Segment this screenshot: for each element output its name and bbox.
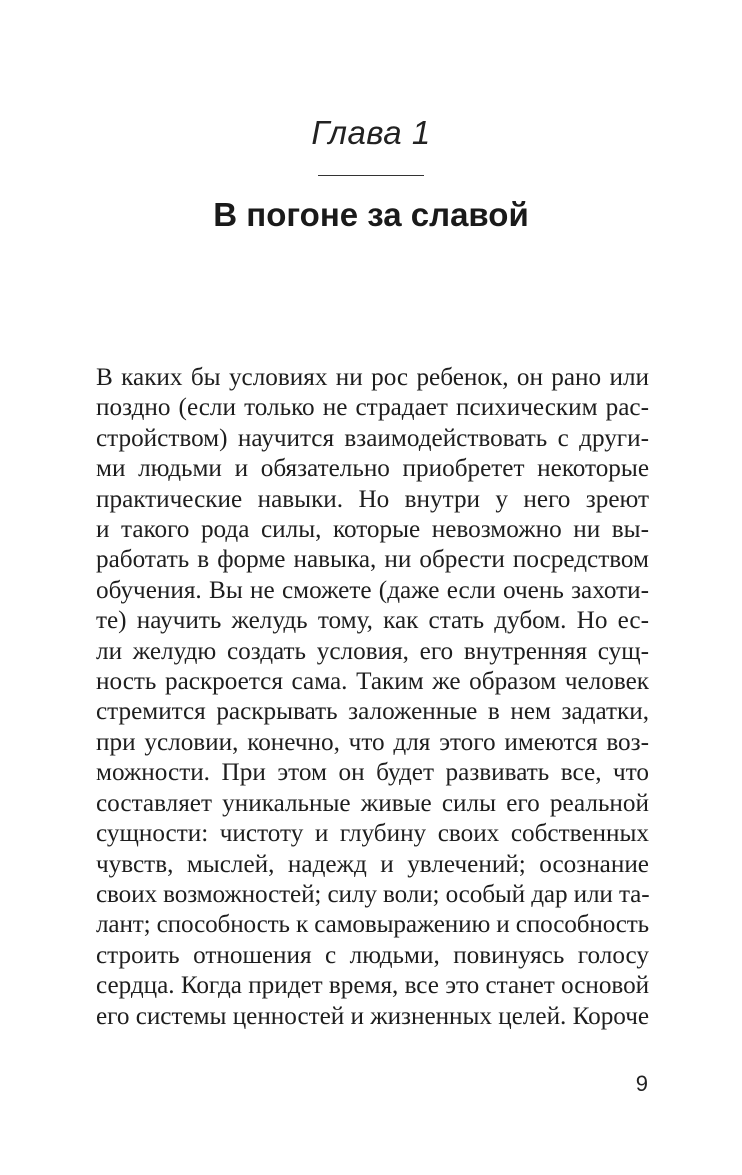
body-line: ность раскроется сама. Таким же образом человек xyxy=(96,668,649,696)
body-text xyxy=(96,363,649,1032)
body-line: поздно (если только не страдает психическим рас- xyxy=(96,394,649,422)
body-line: сущности: чистоту и глубину своих собственных xyxy=(96,820,649,848)
body-line: те) научить желудь тому, как стать дубом. Но ес- xyxy=(96,607,649,635)
page-number: 9 xyxy=(635,1071,648,1096)
body-line: можности. При этом он будет развивать все, что xyxy=(96,759,649,787)
body-line: его системы ценностей и жизненных целей. Короче xyxy=(96,1002,649,1030)
body-line: строить отношения с людьми, повинуясь голосу xyxy=(96,941,649,969)
body-line: стройством) научится взаимодействовать с други- xyxy=(96,424,649,452)
body-line: лант; способность к самовыражению и способность xyxy=(96,911,649,939)
body-line: ли желудю создать условия, его внутренняя сущ- xyxy=(96,637,649,665)
body-line: практические навыки. Но внутри у него зреют xyxy=(96,485,649,513)
body-line: своих возможностей; силу воли; особый дар или та- xyxy=(96,880,650,908)
body-line: и такого рода силы, которые невозможно ни вы- xyxy=(96,516,649,544)
body-line: В каких бы условиях ни рос ребенок, он рано или xyxy=(96,364,649,391)
chapter-label: Глава 1 xyxy=(311,114,431,151)
body-line: стремится раскрывать заложенные в нем задатки, xyxy=(96,698,649,726)
title-divider xyxy=(318,175,424,176)
chapter-title: В погоне за славой xyxy=(213,196,529,233)
body-line: работать в форме навыка, ни обрести посредством xyxy=(96,546,649,574)
body-line: обучения. Вы не сможете (даже если очень захоти- xyxy=(96,576,649,604)
body-line: чувств, мыслей, надежд и увлечений; осознание xyxy=(96,850,649,878)
body-line: составляет уникальные живые силы его реальной xyxy=(96,789,649,817)
body-line: сердца. Когда придет время, все это станет основой xyxy=(96,972,650,1000)
body-line: при условии, конечно, что для этого имеются воз- xyxy=(96,728,649,756)
body-line: ми людьми и обязательно приобретет некоторые xyxy=(96,455,649,483)
